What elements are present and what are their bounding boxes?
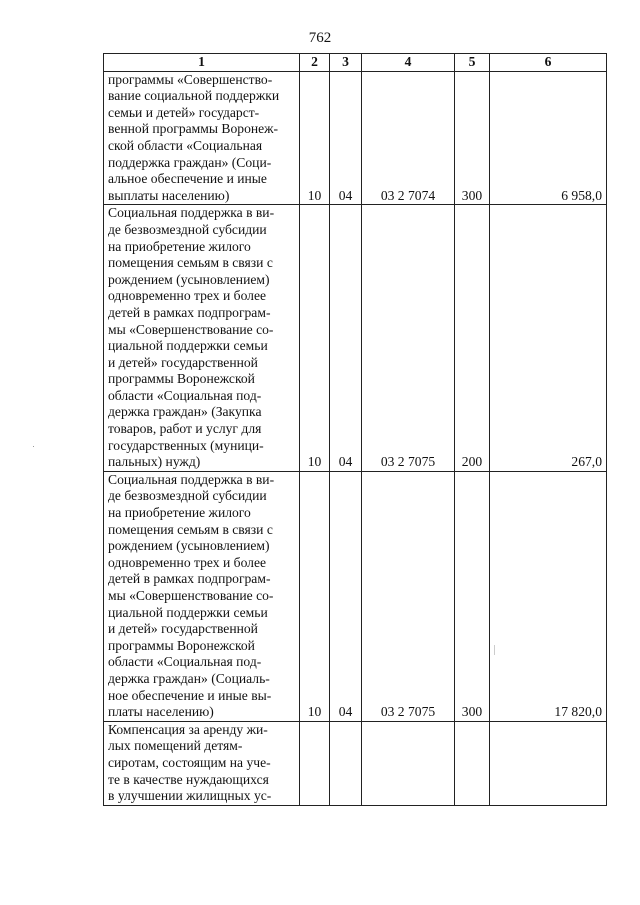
- row-subsection: [330, 721, 362, 805]
- header-col-1: 1: [104, 54, 300, 72]
- row-expense-type: 200: [455, 205, 490, 472]
- row-description: Социальная поддержка в ви- де безвозмездной субсидии на приобретение жилого помещения семьям в связи с рождением (усыновлением) одновременно трех и более детей в рамках подпрограм- мы «Совершенствование со- циальной поддержки семьи и детей» государственной программы Воронежской области «Социальная под- держка граждан» (Закупка товаров, работ и услуг для государственных (муници- пальных) нужд): [104, 205, 300, 472]
- row-expense-type: [455, 721, 490, 805]
- row-section: 10: [300, 471, 330, 721]
- row-subsection: 04: [330, 471, 362, 721]
- table-row: [104, 471, 607, 721]
- row-subsection: 04: [330, 71, 362, 205]
- row-description: Социальная поддержка в ви- де безвозмездной субсидии на приобретение жилого помещения семьям в связи с рождением (усыновлением) одновременно трех и более детей в рамках подпрограм- мы «Совершенствование со- циальной поддержки семьи и детей» государственной программы Воронежской области «Социальная под- держка граждан» (Социаль- ное обеспечение и иные вы- платы населению): [104, 471, 300, 721]
- header-col-3: 3: [330, 54, 362, 72]
- row-amount: [490, 721, 607, 805]
- scan-speck: [33, 446, 34, 447]
- table-row: [104, 71, 607, 205]
- table-header-row: [104, 54, 607, 72]
- row-description: программы «Совершенство- вание социальной поддержки семьи и детей» государст- венной программы Воронеж- ской области «Социальная поддержка граждан» (Соци- альное обеспечение и иные выплаты населению): [104, 71, 300, 205]
- row-section: 10: [300, 71, 330, 205]
- row-section: [300, 721, 330, 805]
- header-col-2: 2: [300, 54, 330, 72]
- row-amount: 17 820,0: [490, 471, 607, 721]
- budget-table: [103, 53, 607, 806]
- row-description: Компенсация за аренду жи- лых помещений детям- сиротам, состоящим на уче- те в качестве нуждающихся в улучшении жилищных ус-: [104, 721, 300, 805]
- scan-speck: [494, 645, 495, 655]
- row-amount: 6 958,0: [490, 71, 607, 205]
- row-amount: 267,0: [490, 205, 607, 472]
- row-target-code: [362, 721, 455, 805]
- row-target-code: 03 2 7075: [362, 205, 455, 472]
- page-number: 762: [308, 30, 332, 46]
- row-section: 10: [300, 205, 330, 472]
- row-subsection: 04: [330, 205, 362, 472]
- row-target-code: 03 2 7074: [362, 71, 455, 205]
- row-expense-type: 300: [455, 71, 490, 205]
- row-target-code: 03 2 7075: [362, 471, 455, 721]
- row-expense-type: 300: [455, 471, 490, 721]
- table-row: [104, 205, 607, 472]
- table-row: [104, 721, 607, 805]
- header-col-5: 5: [455, 54, 490, 72]
- header-col-4: 4: [362, 54, 455, 72]
- header-col-6: 6: [490, 54, 607, 72]
